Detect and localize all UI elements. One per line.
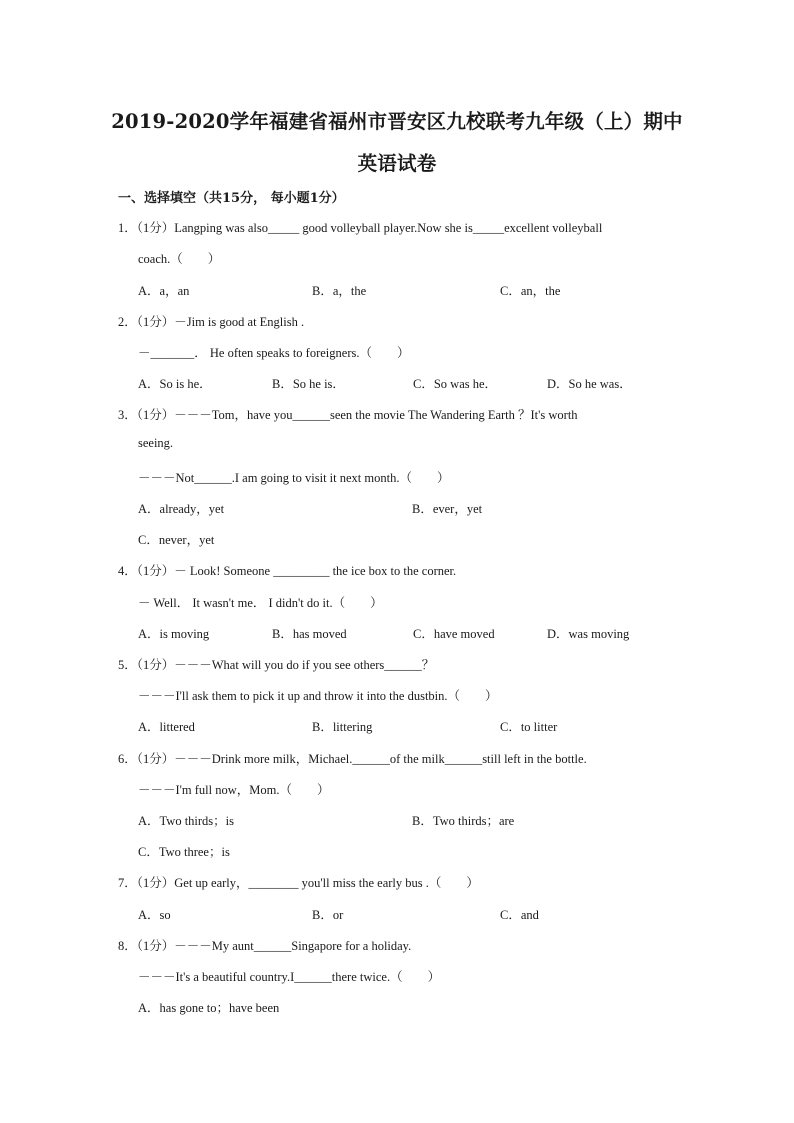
question-5-line-2: －－－I'll ask them to pick it up and throw it into the dustbin.（ ） <box>138 689 498 703</box>
question-3-line-1: 3．（1分）－－－Tom，have you______seen the movie The Wandering Earth ？It's worth <box>118 408 578 422</box>
question-3-line-3: －－－Not______.I am going to visit it next month.（ ） <box>138 471 450 485</box>
question-7-option-c: C．and <box>500 908 539 922</box>
question-1-line-1: 1．（1分）Langping was also_____ good volleyball player.Now she is_____excellent volleyball <box>118 221 603 235</box>
question-3-option-c: C．never，yet <box>138 533 215 547</box>
question-2-line-2: －_______． He often speaks to foreigners.（ ） <box>138 346 410 360</box>
question-8-option-a: A．has gone to；have been <box>138 1001 280 1015</box>
question-1-option-c: C．an，the <box>500 284 561 298</box>
question-1-option-b: B．a，the <box>312 284 367 298</box>
question-7-option-a: A．so <box>138 908 171 922</box>
question-8-line-1: 8．（1分）－－－My aunt______Singapore for a holiday. <box>118 939 412 953</box>
question-5-line-1: 5．（1分）－－－What will you do if you see others______？ <box>118 658 435 672</box>
page-subtitle: 英语试卷 <box>357 152 437 175</box>
section-heading: 一、选择填空（共15分， 每小题1分） <box>118 191 345 206</box>
question-2-option-a: A．So is he． <box>138 377 212 391</box>
question-2-option-b: B．So he is． <box>272 377 345 391</box>
question-3-line-2: seeing. <box>138 436 174 450</box>
question-5-option-c: C．to litter <box>500 720 558 734</box>
question-2-line-1: 2．（1分）－Jim is good at English . <box>118 315 305 329</box>
question-4-option-d: D．was moving <box>547 627 630 641</box>
question-4-option-b: B．has moved <box>272 627 347 641</box>
question-5-option-a: A．littered <box>138 720 195 734</box>
question-7-option-b: B．or <box>312 908 344 922</box>
page-title: 2019-2020学年福建省福州市晋安区九校联考九年级（上）期中 <box>111 110 683 133</box>
question-6-line-1: 6．（1分）－－－Drink more milk，Michael.______of the milk______still left in the bottle. <box>118 752 587 766</box>
question-3-option-a: A．already，yet <box>138 502 225 516</box>
question-4-line-2: － Well． It wasn't me． I didn't do it.（ ） <box>138 596 383 610</box>
question-6-line-2: －－－I'm full now，Mom.（ ） <box>138 783 330 797</box>
question-1-option-a: A．a，an <box>138 284 190 298</box>
question-4-option-c: C．have moved <box>413 627 495 641</box>
question-4-option-a: A．is moving <box>138 627 210 641</box>
question-6-option-b: B．Two thirds；are <box>412 814 515 828</box>
question-7-line-1: 7．（1分）Get up early，________ you'll miss the early bus .（ ） <box>118 876 479 890</box>
question-4-line-1: 4．（1分）－ Look! Someone _________ the ice box to the corner. <box>118 564 457 578</box>
question-6-option-a: A．Two thirds；is <box>138 814 235 828</box>
question-3-option-b: B．ever，yet <box>412 502 483 516</box>
question-1-line-2: coach.（ ） <box>138 252 221 266</box>
question-2-option-d: D．So he was． <box>547 377 632 391</box>
question-5-option-b: B．littering <box>312 720 373 734</box>
question-2-option-c: C．So was he． <box>413 377 498 391</box>
question-8-line-2: －－－It's a beautiful country.I______there twice.（ ） <box>138 970 441 984</box>
question-6-option-c: C．Two three；is <box>138 845 230 859</box>
